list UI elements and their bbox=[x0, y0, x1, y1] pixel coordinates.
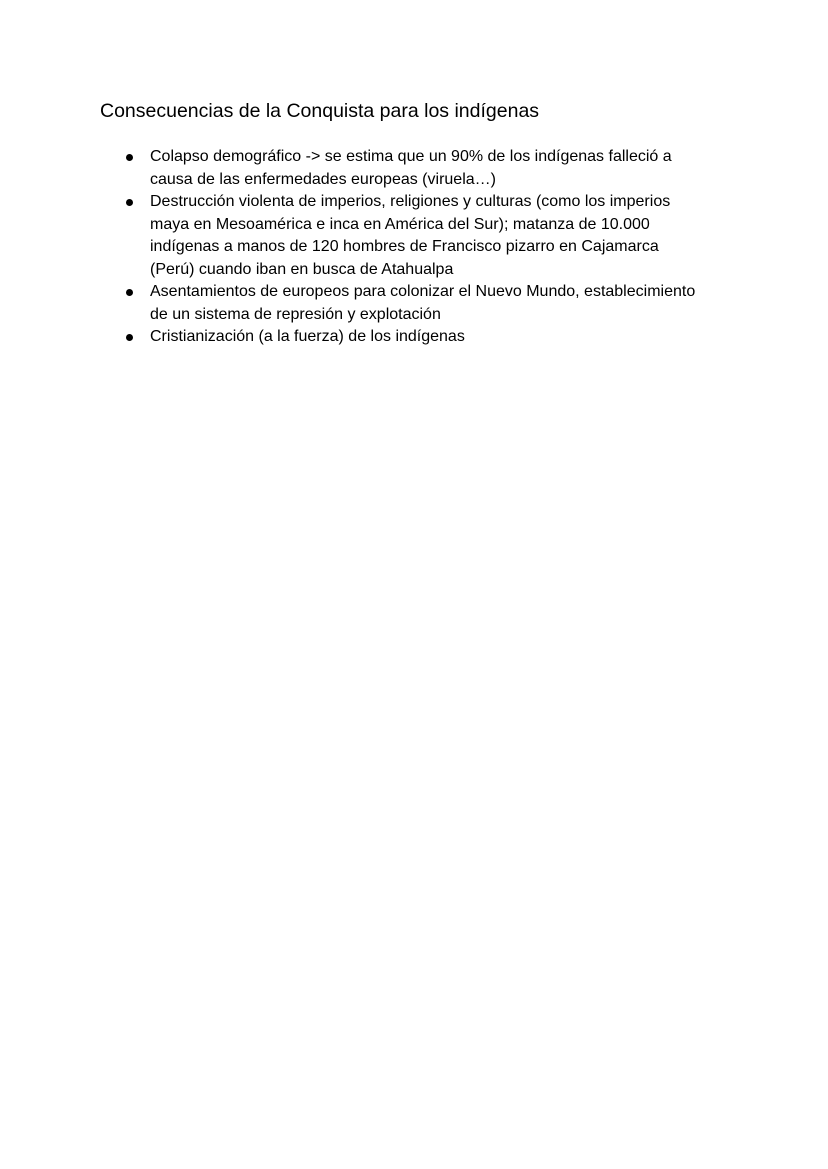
bullet-line: de un sistema de represión y explotación bbox=[150, 305, 441, 323]
bullet-line: (Perú) cuando iban en busca de Atahualpa bbox=[150, 260, 454, 278]
bullet-item-settlements bbox=[0, 281, 730, 326]
bullet-item-christianization bbox=[0, 326, 730, 349]
bullet-icon bbox=[126, 289, 133, 296]
bullet-line: Colapso demográfico -> se estima que un 90% de los indígenas falleció a bbox=[150, 148, 672, 165]
bullet-item-destruction bbox=[0, 191, 730, 281]
bullet-line: Asentamientos de europeos para colonizar el Nuevo Mundo, establecimiento bbox=[150, 283, 696, 300]
bullet-list bbox=[0, 146, 828, 349]
bullet-icon bbox=[126, 154, 133, 161]
bullet-icon bbox=[126, 199, 133, 206]
bullet-line: Destrucción violenta de imperios, religiones y culturas (como los imperios bbox=[150, 193, 671, 210]
document-title: Consecuencias de la Conquista para los indígenas bbox=[100, 100, 540, 122]
bullet-line: indígenas a manos de 120 hombres de Francisco pizarro en Cajamarca bbox=[150, 238, 659, 255]
bullet-line: Cristianización (a la fuerza) de los indígenas bbox=[150, 328, 465, 345]
bullet-line: causa de las enfermedades europeas (viruela…) bbox=[150, 170, 496, 188]
bullet-icon bbox=[126, 334, 133, 341]
bullet-line: maya en Mesoamérica e inca en América del Sur); matanza de 10.000 bbox=[150, 215, 650, 233]
bullet-item-demographic-collapse bbox=[0, 146, 730, 191]
